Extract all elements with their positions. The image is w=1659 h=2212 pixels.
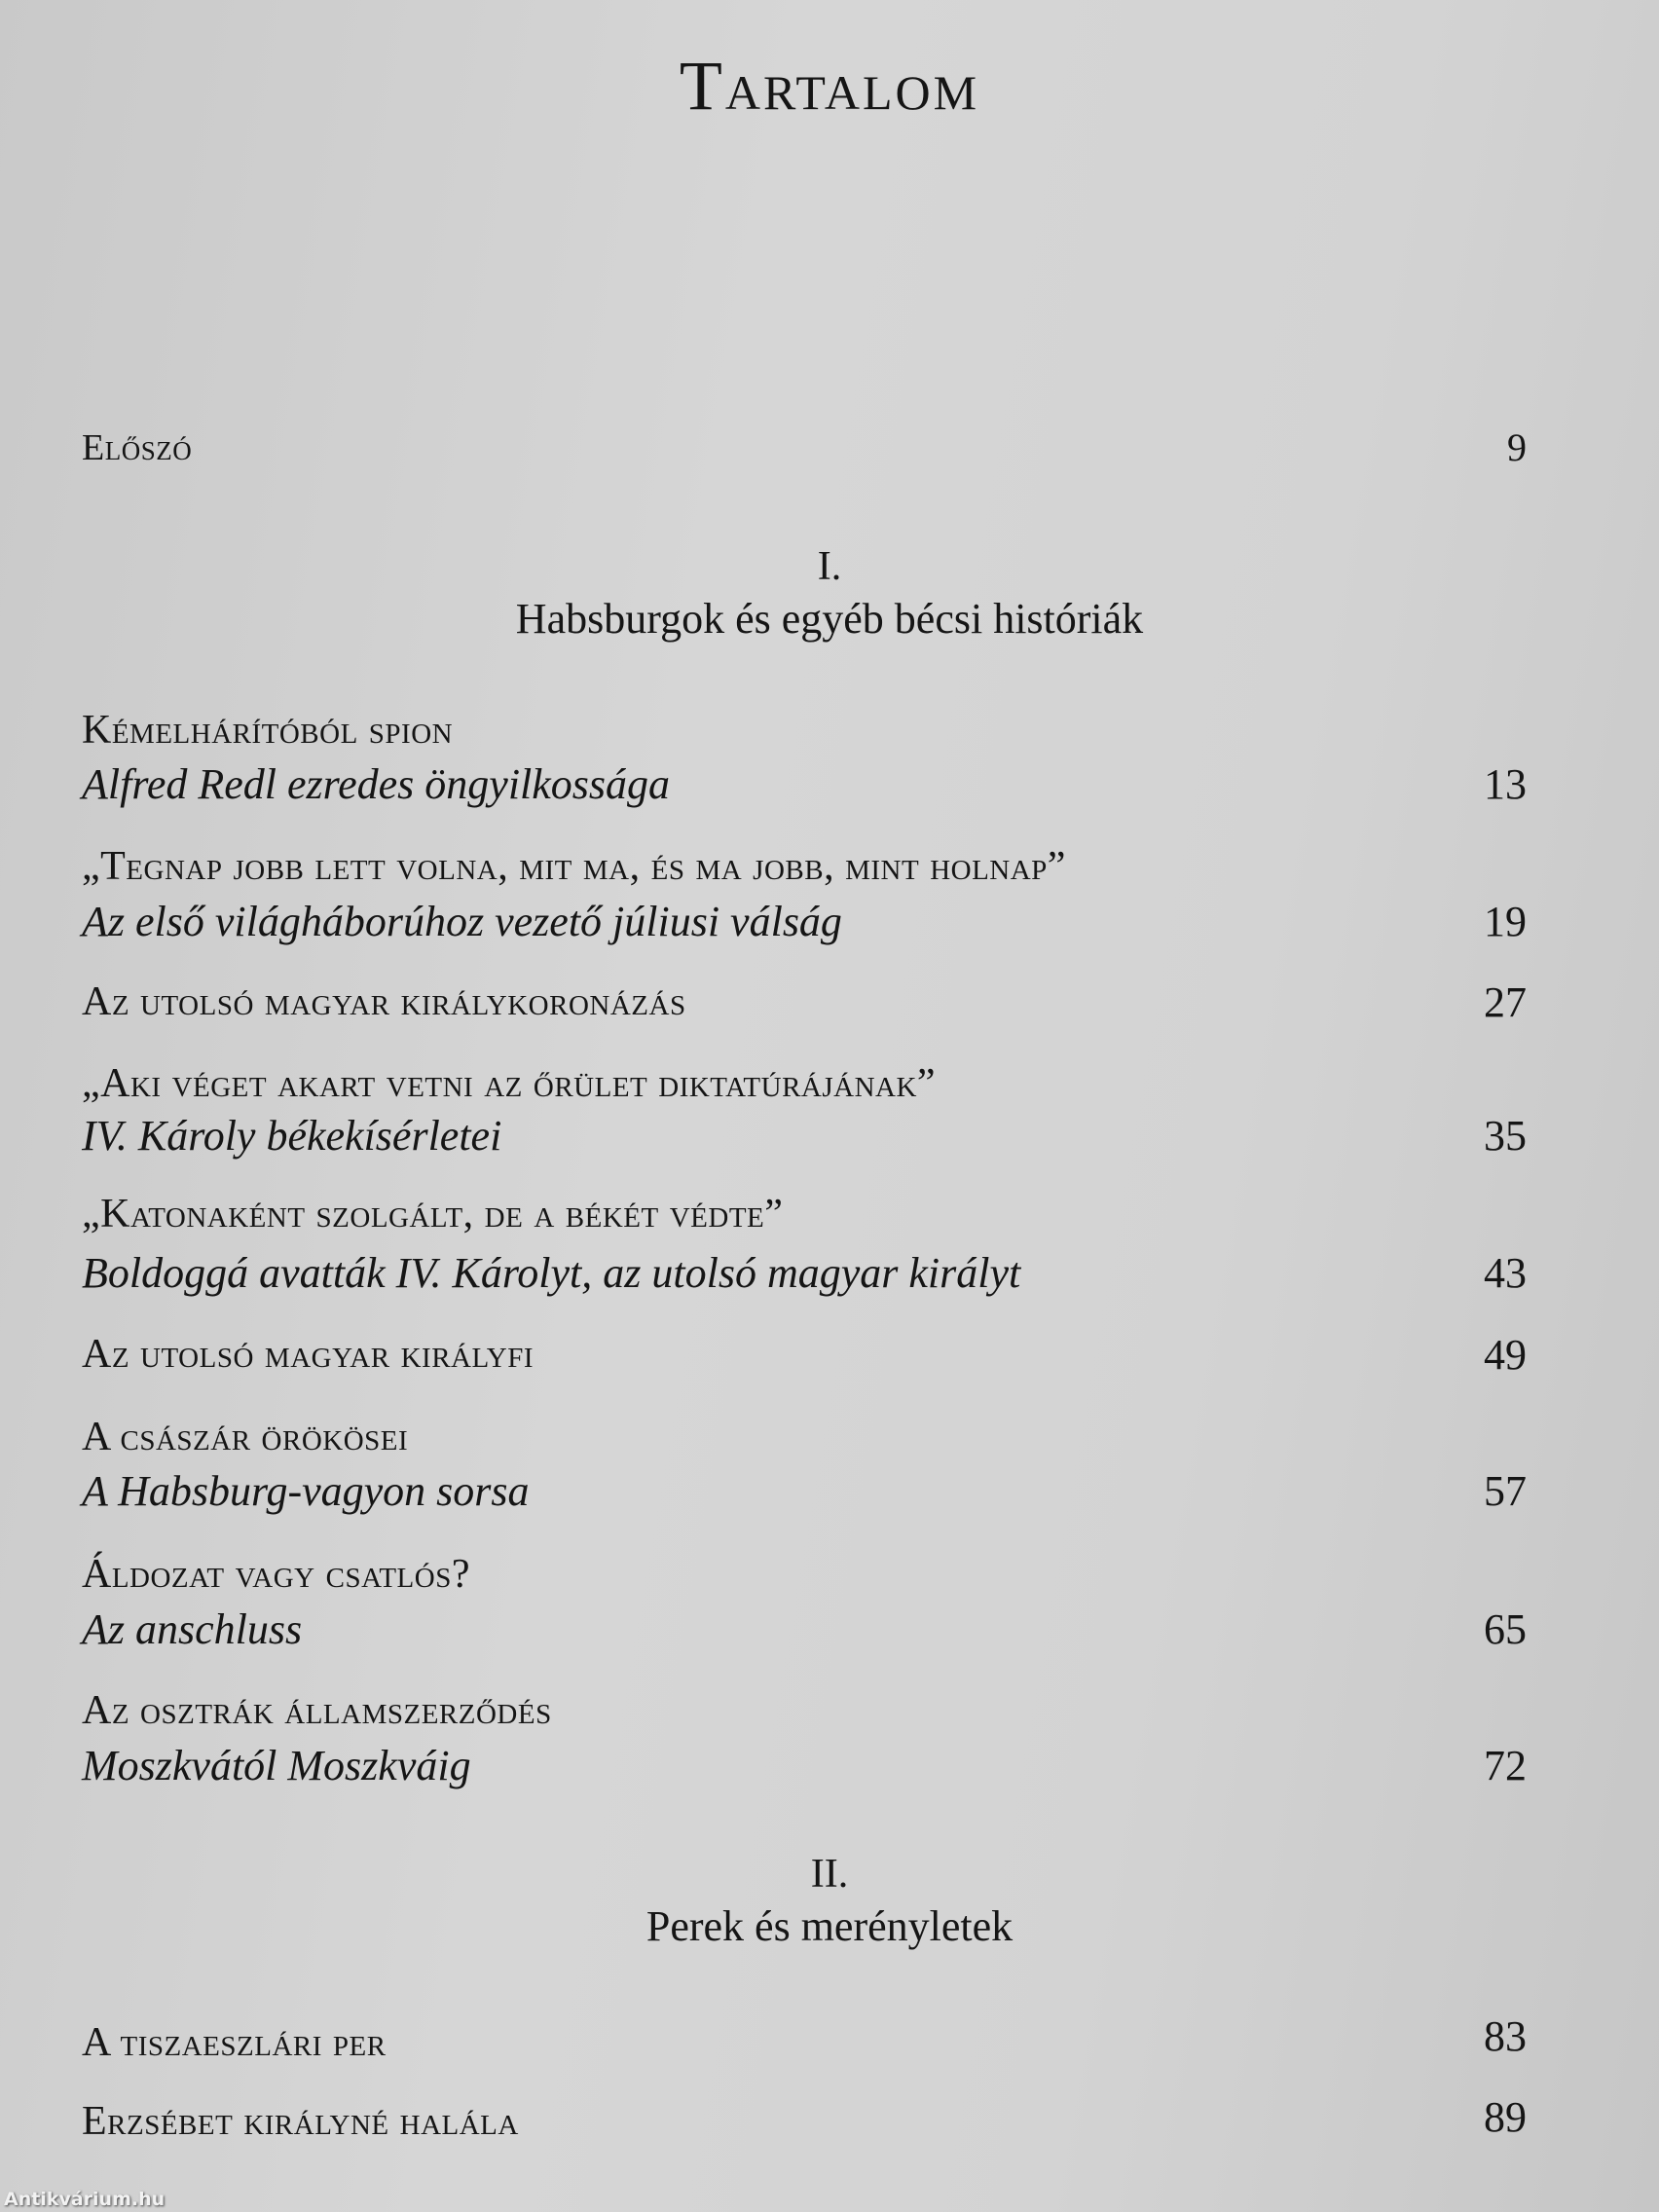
- toc-page-number: 57: [1484, 1467, 1527, 1515]
- toc-page-number: 13: [1484, 760, 1527, 808]
- toc-entry-heading: „Katonaként szolgált, de a békét védte”: [82, 1192, 784, 1236]
- toc-page-number: 9: [1507, 425, 1527, 469]
- toc-page-number: 27: [1484, 978, 1527, 1026]
- part-numeral: I.: [817, 544, 842, 589]
- toc-entry-heading: Áldozat vagy csatlós?: [82, 1552, 470, 1597]
- toc-entry-heading: „Tegnap jobb lett volna, mit ma, és ma jobb, mint holnap”: [82, 844, 1066, 889]
- toc-entry-subtitle: A Habsburg-vagyon sorsa: [82, 1467, 530, 1515]
- toc-entry-heading: A császár örökösei: [82, 1415, 409, 1459]
- toc-entry-heading: A tiszaeszlári per: [82, 2020, 387, 2065]
- toc-page-number: 35: [1484, 1112, 1527, 1160]
- toc-page-number: 89: [1484, 2093, 1527, 2141]
- toc-entry-heading: Az utolsó magyar királykoronázás: [82, 979, 686, 1024]
- toc-entry-heading: Az utolsó magyar királyfi: [82, 1332, 535, 1377]
- toc-entry-subtitle: Moszkvától Moszkváig: [82, 1742, 471, 1789]
- toc-page-number: 65: [1484, 1605, 1527, 1653]
- toc-entry-heading: Az osztrák államszerződés: [82, 1688, 552, 1733]
- part-title: Perek és merényletek: [645, 1902, 1014, 1950]
- toc-entry-subtitle: IV. Károly békekísérletei: [82, 1112, 502, 1160]
- toc-page-number: 49: [1484, 1331, 1527, 1379]
- toc-page-number: 19: [1484, 898, 1527, 945]
- toc-page-number: 72: [1484, 1742, 1527, 1789]
- part-numeral: II.: [810, 1852, 849, 1897]
- part-title: Habsburgok és egyéb bécsi históriák: [515, 595, 1144, 643]
- toc-entry-heading: Erzsébet királyné halála: [82, 2099, 519, 2144]
- toc-entry-heading: Kémelhárítóból spion: [82, 708, 454, 753]
- toc-entry-heading: „Aki véget akart vetni az őrület diktatúrájának”: [82, 1061, 937, 1106]
- toc-entry-subtitle: Az első világháborúhoz vezető júliusi válság: [82, 898, 842, 945]
- toc-page-number: 83: [1484, 2012, 1527, 2060]
- toc-entry-subtitle: Alfred Redl ezredes öngyilkossága: [82, 760, 671, 808]
- toc-entry-subtitle: Az anschluss: [82, 1605, 303, 1653]
- toc-page-number: 43: [1484, 1249, 1527, 1297]
- toc-foreword: Előszó: [82, 427, 193, 468]
- toc-entry-subtitle: Boldoggá avatták IV. Károlyt, az utolsó magyar királyt: [82, 1249, 1021, 1297]
- page-title: Tartalom: [679, 47, 980, 125]
- watermark: Antikvárium.hu: [4, 2189, 166, 2210]
